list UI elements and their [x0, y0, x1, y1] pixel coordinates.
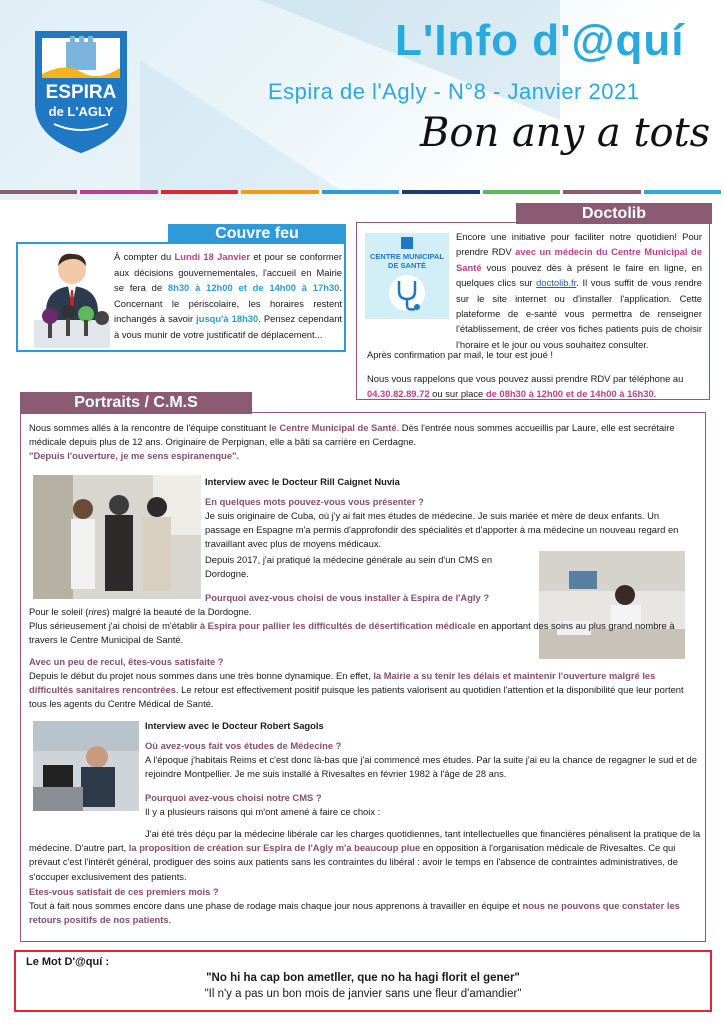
answer: Je suis originaire de Cuba, où j'y ai fait mes études de médecine. Je suis mariée et mère de deux enfants. Un passage en Espagne m'a permis d'approfondir des spécialités et d'apporter à ma médecine un nouveau regard en travaillant avec plus de moyens médicaux. [205, 510, 679, 550]
town-logo [26, 24, 136, 156]
doctolib-paragraph-3: Nous vous rappelons que vous pouvez aussi prendre RDV par téléphone au 04.30.82.89.72 ou sur place de 08h30 à 12h00 et de 14h00 à 16h30. [367, 373, 684, 400]
issue-subtitle: Espira de l'Agly - N°8 - Janvier 2021 [268, 79, 640, 104]
couvre-feu-box [16, 242, 346, 352]
newsletter-title: L'Info d'@quí [395, 16, 685, 65]
mot-french-quote: "Il n'y a pas un bon mois de janvier sans une fleur d'amandier" [204, 988, 522, 1000]
stripe-segment [563, 190, 640, 194]
question: Pourquoi avez-vous choisi de vous installer à Espira de l'Agly ? [205, 592, 490, 603]
question: Où avez-vous fait vos études de Médecine ? [145, 740, 342, 751]
stripe-segment [161, 190, 238, 194]
stripe-segment [644, 190, 721, 194]
portraits-intro: Nous sommes allés à la rencontre de l'équipe constituant le Centre Municipal de Santé. Dès l'entrée nous sommes accueillis par Laure, elle est secrétaire médicale depuis plus de 12 ans. Originaire de Perpignan, elle a bâti sa carrière en Cerdagne. "Depuis l'ouverture, je me sens espiranenque". [29, 422, 675, 462]
couvre-feu-text: À compter du Lundi 18 Janvier et pour se conformer aux décisions gouvernementales, l'accueil en Mairie se fera de 8h30 à 12h00 et de 14h00 à 17h30. Concernant le périscolaire, les horaires restent inchangés à savoir jusqu'à 18h30. Pensez cependant à vous munir de votre justificatif de déplacement... [114, 251, 343, 340]
stripe-segment [402, 190, 479, 194]
color-stripe [0, 190, 724, 194]
question: Pourquoi avez-vous choisi notre CMS ? [145, 792, 322, 803]
interview-1-title: Interview avec le Docteur Rill Caignet Nuvia [205, 476, 400, 487]
mot-label: Le Mot D'@quí : [26, 956, 109, 968]
answer: Depuis le début du projet nous sommes dans une très bonne dynamique. En effet, la Mairie a su tenir les délais et maintenir l'ouverture malgré les difficultés sanitaires rencontrées. Le retour est effectivement positif puisque les patients valorisent au quotidien l'attention et la disponibilité que leur portent tous les agents du Centre Médical de Santé. [29, 670, 684, 710]
svg-text:de L'AGLY: de L'AGLY [48, 104, 114, 119]
stripe-segment [80, 190, 157, 194]
greeting: Bon any a tots [420, 110, 711, 156]
cms-stethoscope-image [365, 233, 449, 319]
mot-catalan-quote: "No hi ha cap bon ametller, que no ha hagi florit el gener" [206, 972, 520, 984]
doctor-sagols-photo [33, 721, 139, 811]
answer: Depuis 2017, j'ai pratiqué la médecine générale au sein d'un CMS en Dordogne. [205, 554, 493, 580]
section-title-couvre-feu: Couvre feu [168, 224, 346, 244]
doctolib-paragraph-1: Encore une initiative pour faciliter notre quotidien! Pour prendre RDV avec un médecin du Centre Municipal de Santé vous pouvez dès à présent le faire en ligne, en quelques clics sur doctolib.fr. Il vous suffit de vous rendre sur le site internet ou d'installer l'application. Cette plateforme de e-santé vous permettra de renseigner l'établissement, de créer vos fiches patients puis de choisir l'horaire et le jour ou vous souhaitez consulter. [456, 231, 702, 350]
portraits-box [20, 412, 706, 942]
stripe-segment [483, 190, 560, 194]
answer: J'ai été très déçu par la médecine libérale car les charges quotidiennes, tant intellectuelles que financières pénalisent la pratique de la médecine. D'autre part, la proposition de création sur Espira de l'Agly m'a beaucoup plue en opposition à l'organisation médicale de Rivesaltes. Ce qui prévaut c'est l'intérêt général, prodiguer des soins aux patients sans les contraintes du libéral : avoir le temps en l'absence de contraintes administratives, de s'occuper exclusivement des patients. [29, 828, 701, 882]
stripe-segment [241, 190, 318, 194]
question: Avec un peu de recul, êtes-vous satisfaite ? [29, 656, 224, 667]
doctolib-link[interactable]: doctolib.fr [536, 277, 577, 289]
section-title-doctolib: Doctolib [516, 203, 712, 224]
doctolib-box [356, 222, 710, 400]
answer: Plus sérieusement j'ai choisi de m'établir à Espira pour pallier les difficultés de désertification médicale en apportant des soins au plus grand nombre à travers le Centre Municipal de Santé. [29, 620, 675, 646]
section-title-portraits: Portraits / C.M.S [20, 392, 252, 414]
answer: Tout à fait nous sommes encore dans une phase de rodage mais chaque jour nous apprenons à travailler en équipe et nous ne pouvons que constater les retours positifs de nos patients. [29, 900, 680, 926]
svg-text:CENTRE MUNICIPAL: CENTRE MUNICIPAL [369, 252, 445, 261]
mot-box [14, 950, 712, 1012]
masthead [0, 0, 724, 200]
answer: Pour le soleil (rires) malgré la beauté de la Dordogne. [29, 606, 252, 617]
answer: Il y a plusieurs raisons qui m'ont amené à faire ce choix : [145, 806, 381, 817]
svg-text:DE SANTÉ: DE SANTÉ [388, 261, 426, 270]
speaker-illustration [24, 246, 120, 350]
svg-text:ESPIRA: ESPIRA [45, 82, 117, 103]
answer: A l'époque j'habitais Reims et c'est donc là-bas que j'ai commencé mes études. Par la suite j'ai eu la chance de regagner le sud et de rejoindre Montpellier. Je me suis installé à Rivesaltes en février 1982 à l'âge de 28 ans. [145, 754, 697, 780]
question: Etes-vous satisfait de ces premiers mois ? [29, 886, 219, 897]
stripe-segment [322, 190, 399, 194]
team-photo [33, 475, 201, 599]
interview-2-title: Interview avec le Docteur Robert Sagols [145, 720, 324, 731]
stripe-segment [0, 190, 77, 194]
doctolib-paragraph-2: Après confirmation par mail, le tour est joué ! [367, 349, 554, 360]
question: En quelques mots pouvez-vous vous présenter ? [205, 496, 424, 507]
